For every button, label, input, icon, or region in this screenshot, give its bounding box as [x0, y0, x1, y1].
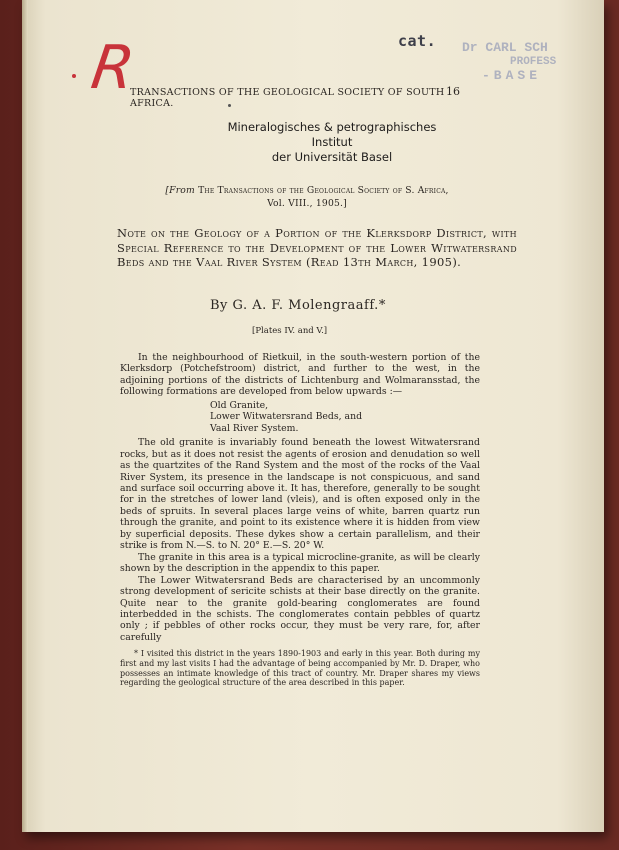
red-dot-mark — [72, 74, 76, 78]
footnote — [120, 649, 480, 688]
institute-line1: Mineralogisches & petrographisches — [227, 120, 437, 134]
page-number: 16 — [446, 85, 460, 98]
paragraph-1: In the neighbourhood of Rietkuil, in the south-western portion of the Klerksdorp (Potchefstroom) district, and further to the west, in the adjoining portions of the districts of Lichtenburg and Wolmaransstad, the following formations are developed from below upwards :— — [120, 352, 480, 398]
source-journal: The Transactions of the Geological Society of S. Africa, — [198, 185, 449, 196]
catalog-stamp: cat. — [398, 32, 437, 50]
footnote-text: * I visited this district in the years 1890-1903 and early in this year. Both during my first and my last visits I had the advantage of being accompanied by Mr. D. Draper, who possesses an intimate knowledge of this tract of country. Mr. Draper shares my views regarding the geological structure of the area described in this paper. — [120, 649, 480, 688]
handwritten-mark: R — [87, 33, 139, 103]
formation-item: Lower Witwatersrand Beds, and — [210, 411, 363, 423]
paragraph-4: The Lower Witwatersrand Beds are characterised by an uncommonly strong development of sericite schists at their base directly on the granite. Quite near to the granite gold-bearing conglomerates are found interbedded in the schists. The conglomerates contain pebbles of quartz only ; if pebbles of other rocks occur, they must be very rare, for, after carefully — [120, 574, 480, 643]
library-stamp-line2: PROFESS — [510, 56, 557, 68]
document-page — [22, 0, 604, 832]
institute-stamp — [222, 120, 442, 165]
source-volume: Vol. VIII., 1905.] — [267, 198, 347, 209]
paper-title — [117, 226, 517, 270]
title-text: Note on the Geology of a Portion of the Klerksdorp District, with Special Reference to the Development of the Lower Witwatersrand Beds and the Vaal River System (Read 13th March, 1905). — [117, 226, 517, 269]
formations-list — [210, 400, 480, 434]
running-header: TRANSACTIONS OF THE GEOLOGICAL SOCIETY OF SOUTH AFRICA. — [130, 87, 445, 109]
institute-line2: Institut — [311, 135, 353, 149]
body-text — [120, 352, 480, 643]
formation-item: Old Granite, — [210, 399, 269, 411]
paragraph-3: The granite in this area is a typical microcline-granite, as will be clearly shown by the description in the appendix to this paper. — [120, 551, 480, 575]
library-stamp-line1: Dr CARL SCH — [462, 40, 548, 55]
plates-note: [Plates IV. and V.] — [252, 326, 328, 336]
library-stamp-line3: -BASE — [482, 68, 542, 83]
formation-item: Vaal River System. — [210, 422, 299, 434]
institute-line3: der Universität Basel — [271, 150, 393, 164]
ink-dot — [228, 104, 231, 107]
paragraph-2: The old granite is invariably found beneath the lowest Witwatersrand rocks, but as it does not resist the agents of erosion and denudation so well as the quartzites of the Rand System and the most of the rocks of the Vaal River System, its presence in the landscape is not conspicuous, and sand and surface soil occurring above it. It has, therefore, generally to be sought for in the stretches of lower land (vleis), and is often exposed only in the beds of spruits. In several places large veins of white, barren quartz run through the granite, and point to its existence where it is hidden from view by superficial deposits. These dykes show a certain parallelism, and their strike is from N.—S. to N. 20° E.—S. 20° W. — [120, 437, 480, 552]
page-edge — [22, 0, 28, 832]
source-prefix: [From — [165, 185, 195, 196]
byline: By G. A. F. Molengraaff.* — [210, 298, 386, 313]
source-citation — [117, 184, 497, 210]
